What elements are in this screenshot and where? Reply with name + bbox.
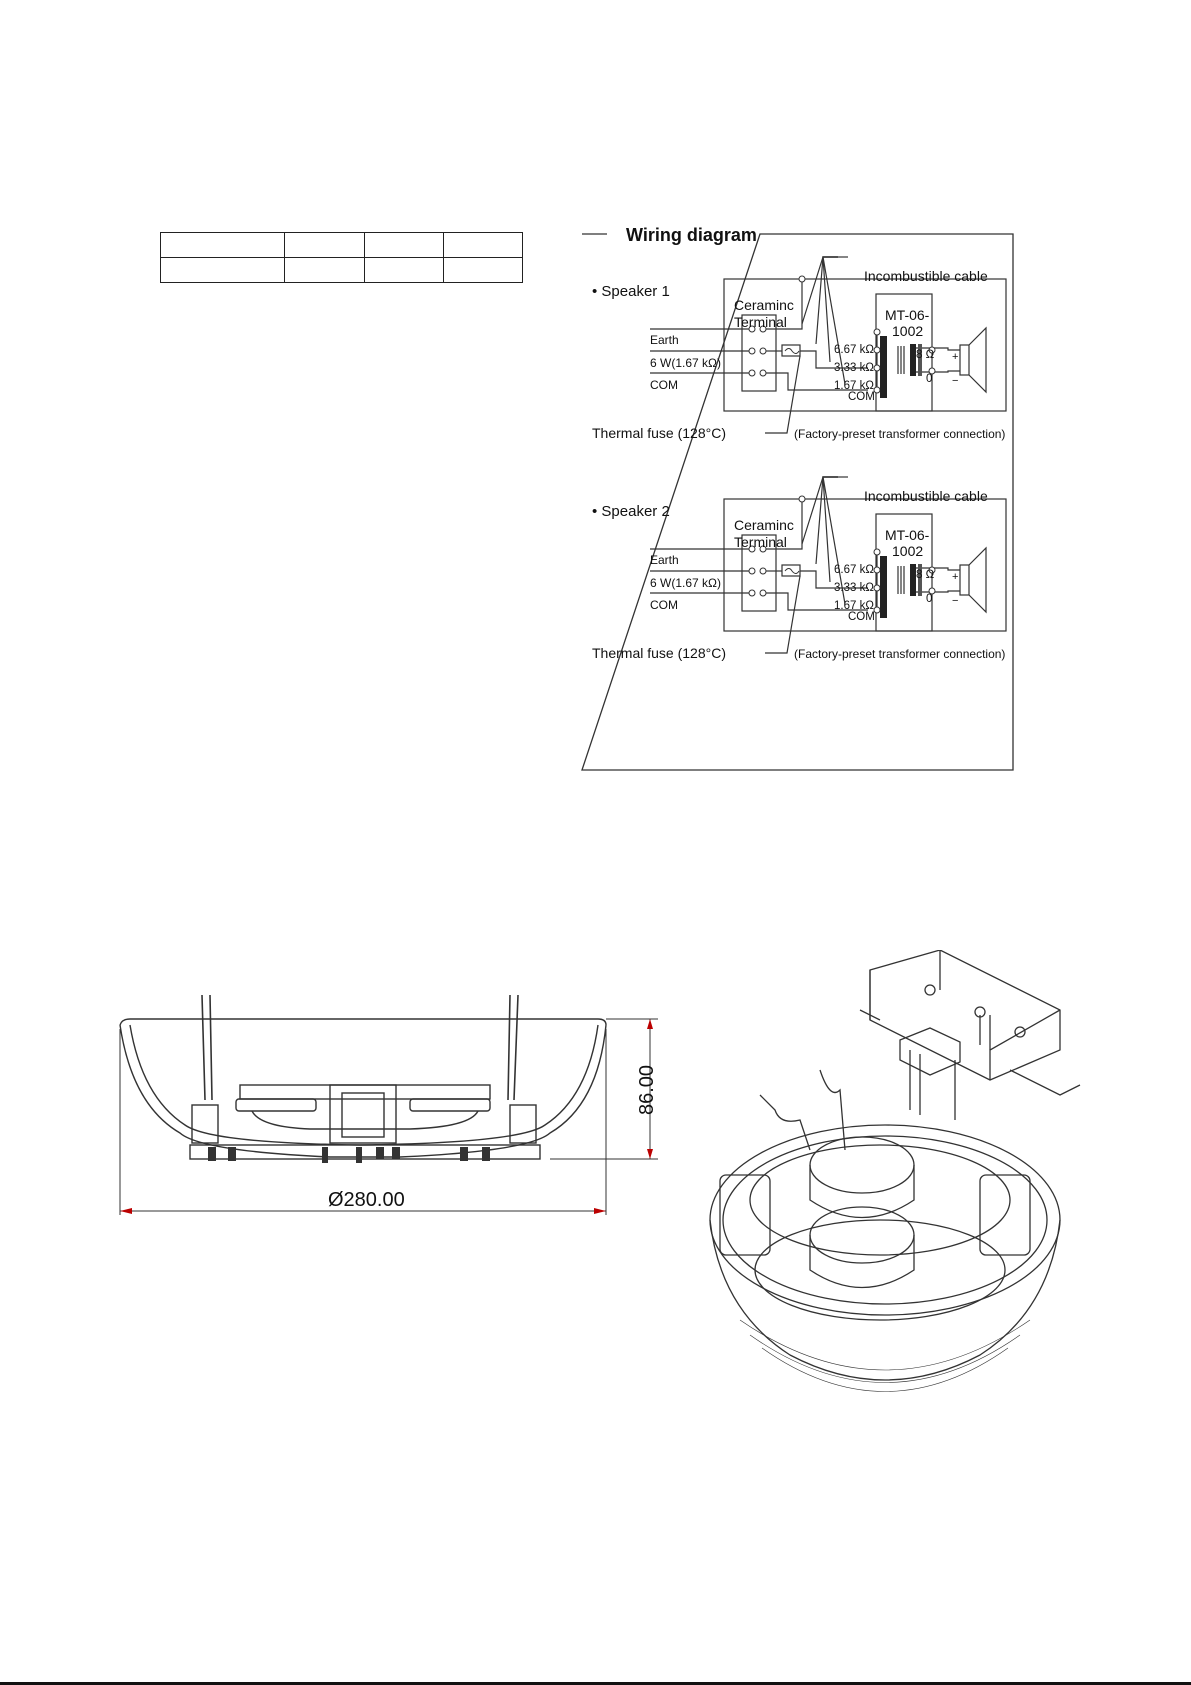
polarity-label: − [952,375,959,387]
tap-label: 1.67 kΩ [834,600,874,612]
transformer-label: MT-06- [885,307,930,323]
polarity-label: + [952,571,959,583]
terminal-label: Ceraminc [734,297,794,313]
speaker-2-label: • Speaker 2 [592,503,670,520]
cable-label: Incombustible cable [864,268,988,284]
table-cell [365,233,444,258]
transformer-label: 1002 [892,323,924,339]
tap-label: 1.67 kΩ [834,380,874,392]
transformer-label: MT-06- [885,527,930,543]
input-6w-label: 6 W(1.67 kΩ) [650,576,721,590]
cable-label: Incombustible cable [864,488,988,504]
wiring-title: Wiring diagram [626,225,757,245]
table-cell [285,233,365,258]
earth-label: Earth [650,333,679,347]
tap-label: 3.33 kΩ [834,582,874,594]
com-label: COM [650,598,678,612]
table-cell [444,258,523,283]
spec-table [160,232,523,283]
polarity-label: + [952,351,959,363]
transformer-label: 1002 [892,543,924,559]
tap-label: 6.67 kΩ [834,344,874,356]
table-cell [161,258,285,283]
earth-label: Earth [650,553,679,567]
table-row [161,258,523,283]
tap-label: 3.33 kΩ [834,362,874,374]
terminal-label: Terminal [734,314,787,330]
com-label: COM [650,378,678,392]
table-cell [285,258,365,283]
table-row [161,233,523,258]
output-label: 8 Ω [916,569,935,581]
tap-label: COM [848,611,875,623]
factory-preset-note: (Factory-preset transformer connection) [794,427,1006,441]
thermal-fuse-label: Thermal fuse (128°C) [592,425,726,441]
table-cell [161,233,285,258]
thermal-fuse-label: Thermal fuse (128°C) [592,645,726,661]
height-dimension: 86.00 [636,1064,658,1115]
output-label: 0 [926,593,933,605]
polarity-label: − [952,595,959,607]
side-view-drawing [110,985,690,1225]
tap-label: 6.67 kΩ [834,564,874,576]
table-cell [365,258,444,283]
wiring-diagram [580,222,1015,772]
tap-label: COM [848,391,875,403]
output-label: 0 [926,373,933,385]
input-6w-label: 6 W(1.67 kΩ) [650,356,721,370]
speaker-1-label: • Speaker 1 [592,283,670,300]
table-cell [444,233,523,258]
isometric-view [680,950,1090,1430]
output-label: 8 Ω [916,349,935,361]
factory-preset-note: (Factory-preset transformer connection) [794,647,1006,661]
diameter-dimension: Ø280.00 [328,1189,405,1211]
terminal-label: Terminal [734,534,787,550]
terminal-label: Ceraminc [734,517,794,533]
